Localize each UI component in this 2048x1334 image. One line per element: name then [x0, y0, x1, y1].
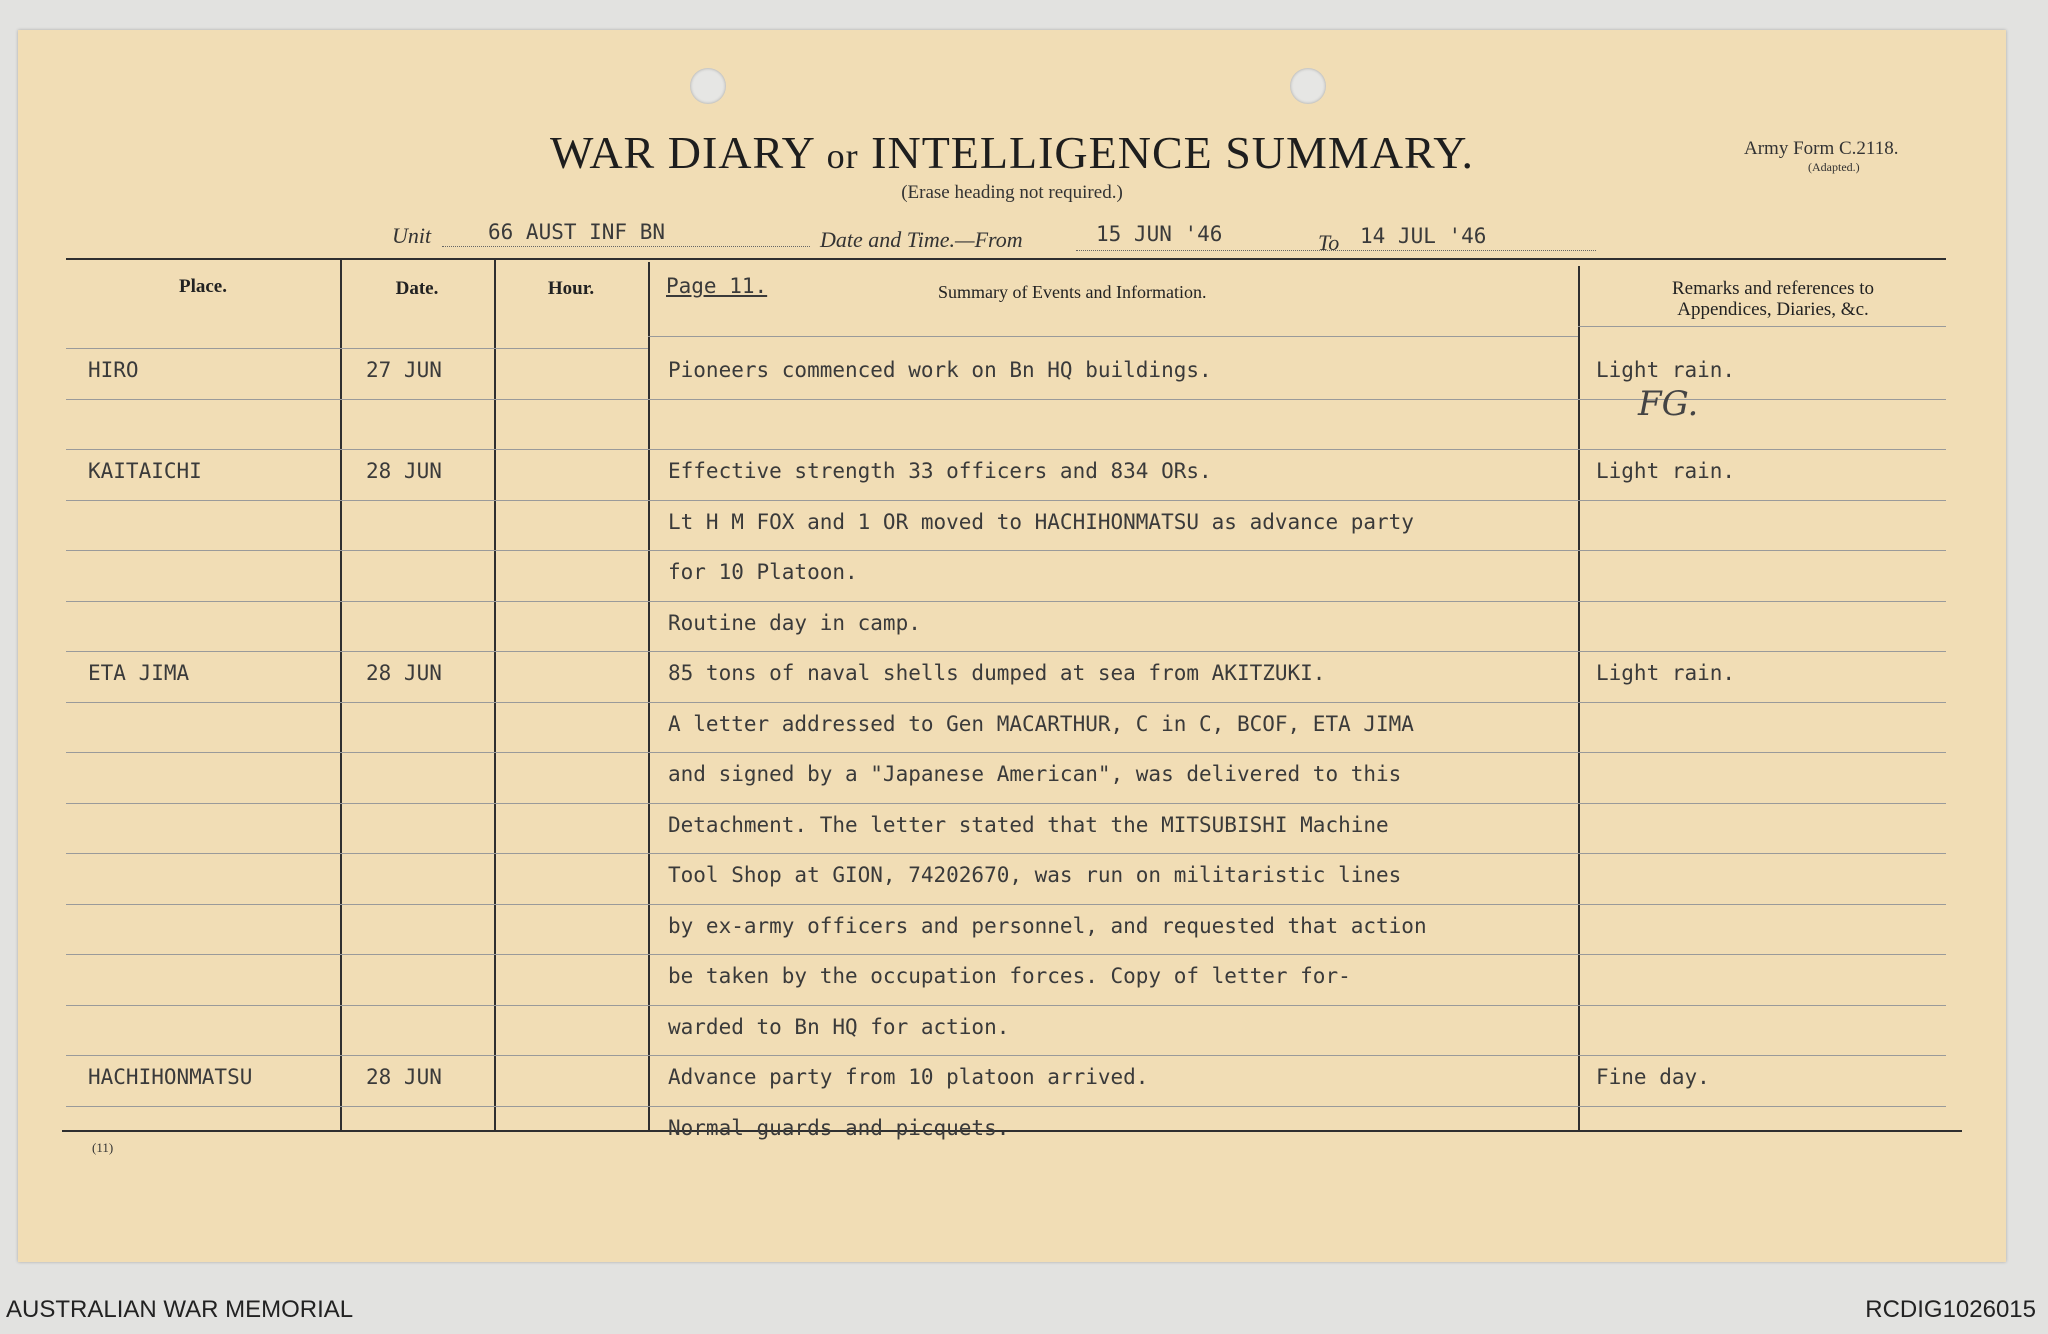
entry-remarks: Light rain. [1596, 459, 1736, 483]
entry-summary: for 10 Platoon. [668, 560, 858, 584]
army-form-number: Army Form C.2118. [1744, 138, 1899, 159]
entry-summary: by ex-army officers and personnel, and requested that action [668, 913, 1427, 938]
row-rule [648, 336, 1578, 337]
entry-summary: 85 tons of naval shells dumped at sea from AKITZUKI. [668, 661, 1326, 685]
row-rule [66, 449, 1946, 450]
entry-summary: Normal guards and picquets. [668, 1115, 1010, 1140]
row-rule [66, 954, 1946, 955]
entry-place: HACHIHONMATSU [88, 1065, 253, 1089]
row-rule [66, 702, 1946, 703]
title-intelligence-summary: INTELLIGENCE SUMMARY. [871, 127, 1474, 178]
unit-label: Unit [392, 223, 432, 248]
row-rule [66, 1106, 1946, 1107]
title-or: or [826, 136, 859, 176]
remarks-header-line-2: Appendices, Diaries, &c. [1677, 299, 1869, 320]
to-date-value: 14 JUL '46 [1360, 224, 1487, 248]
column-divider-place [340, 260, 342, 1130]
row-rule [340, 348, 494, 349]
punch-hole [1290, 68, 1326, 104]
table-bottom-border [62, 1130, 1962, 1132]
entry-summary: Pioneers commenced work on Bn HQ buildings. [668, 358, 1212, 382]
page-number: Page 11. [666, 274, 768, 298]
entry-place: KAITAICHI [88, 459, 202, 483]
entry-summary: be taken by the occupation forces. Copy of letter for- [668, 964, 1351, 988]
entry-place: HIRO [88, 358, 139, 382]
entry-summary: Advance party from 10 platoon arrived. [668, 1065, 1149, 1089]
entry-summary: and signed by a "Japanese American", was delivered to this [668, 762, 1402, 786]
table-top-border [66, 258, 1946, 260]
column-header-hour: Hour. [547, 278, 595, 299]
entry-place: ETA JIMA [88, 661, 190, 685]
row-rule [66, 1005, 1946, 1006]
column-header-remarks [1578, 278, 1968, 320]
title-war-diary: WAR DIARY [550, 127, 815, 178]
punch-hole [690, 68, 726, 104]
column-header-summary: Summary of Events and Information. [938, 282, 1207, 302]
remarks-header-line-1: Remarks and references to [1671, 278, 1875, 299]
entry-summary: Detachment. The letter stated that the MITSUBISHI Machine [668, 812, 1389, 837]
row-rule [66, 348, 340, 349]
erase-note: (Erase heading not required.) [901, 182, 1123, 203]
row-rule [66, 651, 1946, 652]
row-rule [66, 550, 1946, 551]
unit-value: 66 AUST INF BN [488, 220, 666, 244]
row-rule [66, 752, 1946, 753]
row-rule [66, 500, 1946, 501]
column-divider-summary [1578, 266, 1580, 1132]
form-number: (11) [92, 1140, 114, 1155]
entry-date: 27 JUN [366, 358, 442, 382]
entry-summary: Routine day in camp. [668, 610, 921, 635]
row-rule [66, 1055, 1946, 1056]
row-rule [494, 348, 648, 349]
column-divider-hour [648, 262, 650, 1130]
entry-remarks: Fine day. [1596, 1065, 1710, 1089]
row-rule [66, 803, 1946, 804]
row-rule [66, 601, 1946, 602]
entry-summary: Lt H M FOX and 1 OR moved to HACHIHONMATSU as advance party [668, 509, 1414, 534]
entry-date: 28 JUN [366, 1065, 442, 1089]
row-rule [66, 904, 1946, 905]
row-rule [1578, 326, 1946, 327]
row-rule [66, 853, 1946, 854]
diary-sheet [18, 30, 2006, 1262]
entry-summary: warded to Bn HQ for action. [668, 1014, 1010, 1039]
column-header-date: Date. [395, 278, 439, 299]
form-title [18, 126, 2006, 179]
entry-summary: Tool Shop at GION, 74202670, was run on militaristic lines [668, 863, 1402, 887]
entry-date: 28 JUN [366, 661, 442, 685]
entry-remarks: Light rain. [1596, 358, 1736, 382]
entry-summary: A letter addressed to Gen MACARTHUR, C in C, BCOF, ETA JIMA [668, 711, 1414, 736]
entry-date: 28 JUN [366, 459, 442, 483]
column-header-place: Place. [178, 276, 227, 297]
entry-summary: Effective strength 33 officers and 834 ORs. [668, 459, 1212, 483]
entry-remarks: Light rain. [1596, 661, 1736, 685]
adapted-note: (Adapted.) [1808, 160, 1860, 174]
date-time-label: Date and Time.—From [820, 227, 1023, 252]
handwritten-initials: FG. [1638, 384, 1699, 424]
footer-record-id: RCDIG1026015 [1865, 1296, 2036, 1323]
unit-dotted-line [442, 246, 810, 247]
column-divider-date [494, 260, 496, 1130]
footer-archive-name: AUSTRALIAN WAR MEMORIAL [6, 1296, 354, 1323]
from-date-value: 15 JUN '46 [1096, 222, 1223, 246]
to-label: To [1318, 230, 1340, 255]
